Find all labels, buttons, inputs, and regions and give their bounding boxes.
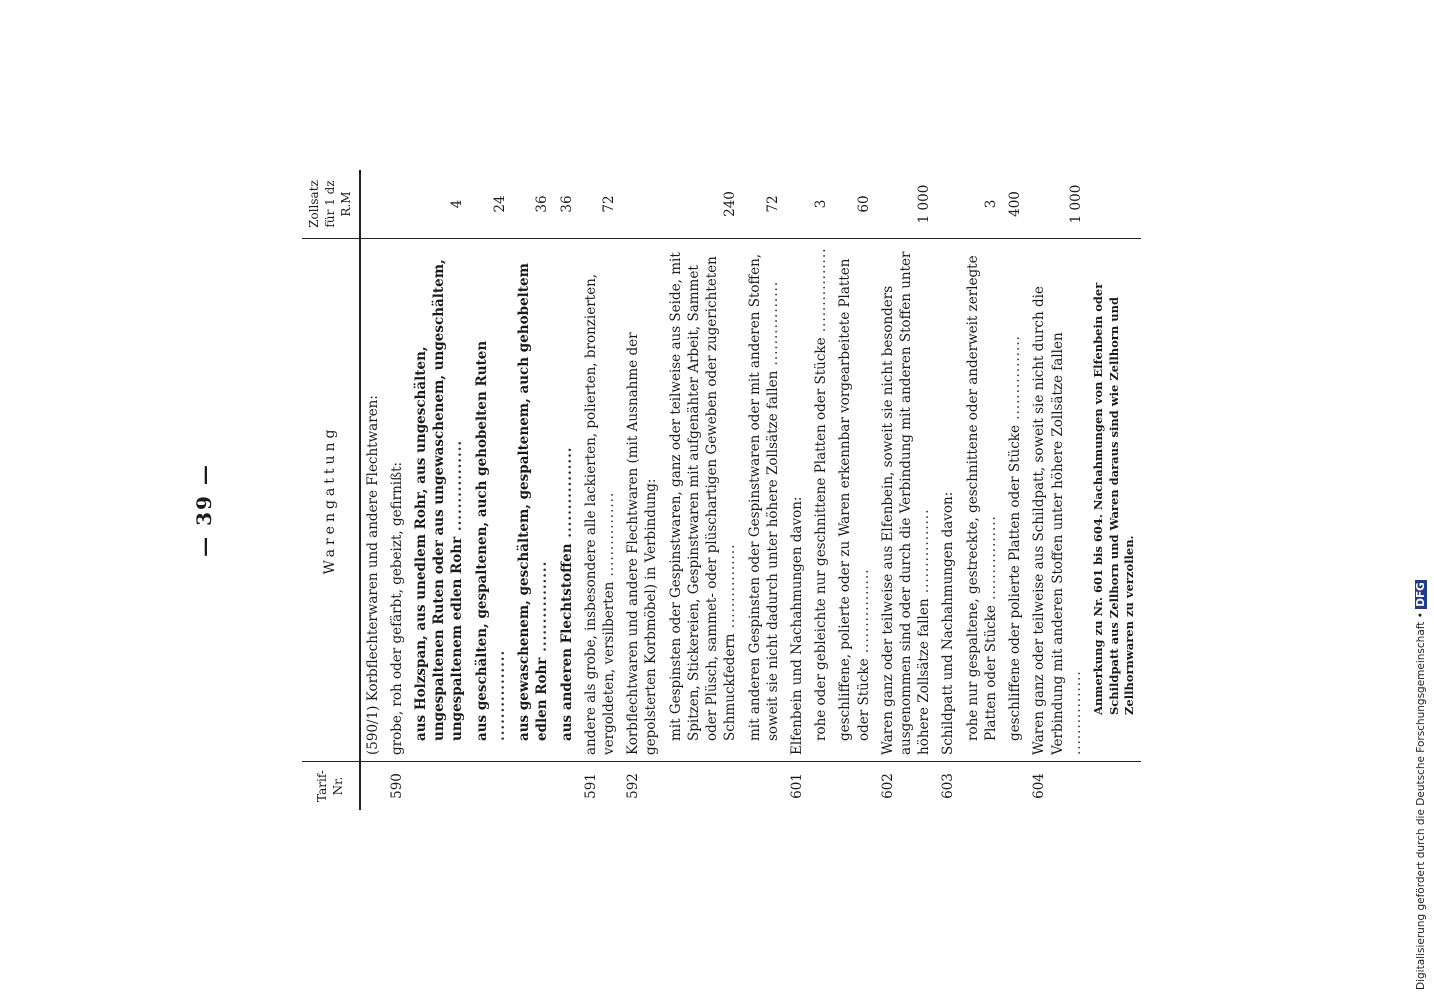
goods-description: (590/1) Korbflechterwaren und andere Flechtwaren: xyxy=(364,395,381,755)
goods-description: rohe oder gebleichte nur geschnittene Platten oder Stücke ..... xyxy=(812,245,830,755)
duty-rate xyxy=(360,170,385,239)
rotated-page xyxy=(170,110,1270,890)
goods-description: Waren ganz oder teilweise aus Elfenbein, soweit sie nicht besonders ausgenommen sind oder durch die Verbindung mit anderen Stoffen unter höhere Zollsätze fallen ..... xyxy=(879,245,934,755)
duty-rate: 400 xyxy=(1003,170,1027,239)
tariff-number xyxy=(512,762,554,811)
table-row xyxy=(579,170,621,810)
tariff-number xyxy=(961,762,1003,811)
duty-rate: 72 xyxy=(743,170,785,239)
table-row xyxy=(621,170,663,810)
tariff-number: 601 xyxy=(785,762,809,811)
table-row xyxy=(833,170,875,810)
goods-description-cell xyxy=(1003,239,1027,762)
duty-rate xyxy=(621,170,663,239)
tariff-number xyxy=(1088,762,1141,811)
duty-rate: 3 xyxy=(809,170,833,239)
duty-rate: 36 xyxy=(512,170,554,239)
goods-description-cell xyxy=(360,239,385,762)
table-row xyxy=(876,170,937,810)
goods-description: andere als grobe, insbesondere alle lackierten, polierten, bronzierten, vergoldeten, versilberten ..... xyxy=(582,245,618,755)
tariff-number xyxy=(664,762,743,811)
tariff-number xyxy=(743,762,785,811)
goods-description-cell xyxy=(1088,239,1141,762)
goods-description-cell xyxy=(409,239,470,762)
goods-description: aus gewaschenem, geschältem, gespaltenem, auch gehobeltem edlen Rohr ..... xyxy=(515,245,551,755)
header-zollsatz: Zollsatz für 1 dz R.M xyxy=(302,170,360,239)
goods-description: geschliffene, polierte oder zu Waren erkennbar vorgearbeitete Platten oder Stücke ..... xyxy=(836,245,872,755)
tariff-number xyxy=(409,762,470,811)
goods-description-cell xyxy=(833,239,875,762)
duty-rate: 24 xyxy=(470,170,512,239)
duty-rate: 36 xyxy=(555,170,579,239)
table-row xyxy=(961,170,1003,810)
tariff-number xyxy=(360,762,385,811)
goods-description: rohe nur gespaltene, gestreckte, geschnittene oder anderweit zerlegte Platten oder Stücke ..... xyxy=(964,245,1000,755)
table-row xyxy=(785,170,809,810)
table-row xyxy=(1027,170,1088,810)
goods-description: Anmerkung zu Nr. 601 bis 604. Nachahmungen von Elfenbein oder Schildpatt aus Zellhorn und Waren daraus sind wie Zellhorn und Zellhornwaren zu verzollen. xyxy=(1091,282,1137,715)
goods-description-cell xyxy=(809,239,833,762)
table-row xyxy=(664,170,743,810)
goods-description: aus geschälten, gespaltenen, auch gehobelten Ruten ..... xyxy=(473,245,509,755)
goods-description-cell xyxy=(961,239,1003,762)
duty-rate: 3 xyxy=(961,170,1003,239)
tariff-number: 602 xyxy=(876,762,937,811)
goods-description-cell xyxy=(512,239,554,762)
duty-rate: 60 xyxy=(833,170,875,239)
goods-description-cell xyxy=(785,239,809,762)
table-row xyxy=(409,170,470,810)
goods-description: mit anderen Gespinsten oder Gespinstwaren oder mit anderen Stoffen, soweit sie nicht dadurch unter höhere Zollsätze fallen ..... xyxy=(746,245,782,755)
goods-description-cell xyxy=(555,239,579,762)
goods-description: geschliffene oder polierte Platten oder Stücke ..... xyxy=(1006,245,1024,755)
goods-description-cell xyxy=(936,239,960,762)
tariff-number xyxy=(555,762,579,811)
page-number: — 39 — xyxy=(192,463,216,557)
goods-description: aus Holzspan, aus unedlem Rohr, aus ungeschälten, ungespaltenen Ruten oder aus ungewaschenem, ungeschältem, ungespaltenem edlen Rohr ..... xyxy=(412,245,467,755)
goods-description-cell xyxy=(579,239,621,762)
duty-rate xyxy=(1088,170,1141,239)
duty-rate: 1 000 xyxy=(1027,170,1088,239)
table-row xyxy=(809,170,833,810)
goods-description: Waren ganz oder teilweise aus Schildpatt, soweit sie nicht durch die Verbindung mit anderen Stoffen unter höhere Zollsätze fallen ..... xyxy=(1030,245,1085,755)
duty-rate xyxy=(385,170,409,239)
table-row xyxy=(470,170,512,810)
duty-rate xyxy=(936,170,960,239)
funding-note xyxy=(1415,582,1434,990)
goods-description-cell xyxy=(470,239,512,762)
tariff-number xyxy=(1003,762,1027,811)
goods-description-cell xyxy=(1027,239,1088,762)
dfg-logo: DFG xyxy=(1415,582,1427,607)
tariff-number: 603 xyxy=(936,762,960,811)
funding-text: Digitalisierung gefördert durch die Deutsche Forschungsgemeinschaft • xyxy=(1415,612,1427,990)
table-row xyxy=(1003,170,1027,810)
table-row xyxy=(743,170,785,810)
table-row xyxy=(1088,170,1141,810)
table-row xyxy=(360,170,385,810)
tariff-number: 590 xyxy=(385,762,409,811)
goods-description-cell xyxy=(876,239,937,762)
tariff-number xyxy=(470,762,512,811)
table-row xyxy=(555,170,579,810)
table-row xyxy=(936,170,960,810)
goods-description-cell xyxy=(385,239,409,762)
goods-description-cell xyxy=(621,239,663,762)
duty-rate xyxy=(785,170,809,239)
goods-description: Elfenbein und Nachahmungen davon: xyxy=(788,496,805,755)
tariff-number xyxy=(833,762,875,811)
duty-rate: 72 xyxy=(579,170,621,239)
tariff-number xyxy=(809,762,833,811)
table-body xyxy=(360,170,1141,810)
duty-rate: 4 xyxy=(409,170,470,239)
table-row xyxy=(512,170,554,810)
goods-description: aus anderen Flechtstoffen ..... xyxy=(558,245,576,755)
goods-description: mit Gespinsten oder Gespinstwaren, ganz oder teilweise aus Seide, mit Spitzen, Stickereien, Gespinstwaren mit aufgenähter Arbeit, Sammet oder Plüsch, sammet- oder plüschartigen Geweben oder zugerichteten Schmuckfedern ..... xyxy=(667,245,740,755)
tariff-number: 592 xyxy=(621,762,663,811)
table-row xyxy=(385,170,409,810)
goods-description: grobe, roh oder gefärbt, gebeizt, gefirnißt: xyxy=(388,461,405,755)
tariff-number: 591 xyxy=(579,762,621,811)
table-header xyxy=(302,170,360,810)
goods-description: Korbflechtwaren und andere Flechtwaren (mit Ausnahme der gepolsterten Korbmöbel) in Verbindung: xyxy=(625,332,660,755)
tariff-number: 604 xyxy=(1027,762,1088,811)
goods-description-cell xyxy=(664,239,743,762)
duty-rate: 1 000 xyxy=(876,170,937,239)
tariff-table xyxy=(302,170,1141,810)
goods-description: Schildpatt und Nachahmungen davon: xyxy=(940,491,957,755)
header-warengattung: Warengattung xyxy=(302,239,360,762)
duty-rate: 240 xyxy=(664,170,743,239)
goods-description-cell xyxy=(743,239,785,762)
header-tariff-nr: Tarif-Nr. xyxy=(302,762,360,811)
